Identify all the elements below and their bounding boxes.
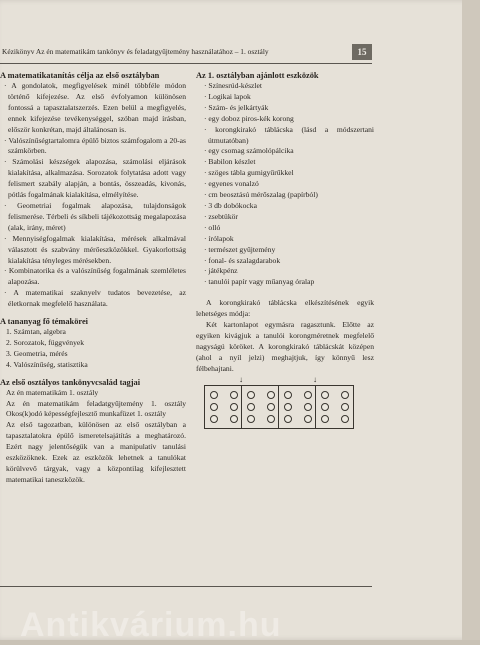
tool-item: · egy csomag számolópálcika — [204, 146, 294, 156]
board-hole — [230, 415, 238, 423]
tool-item: · játékpénz — [204, 266, 238, 276]
disc-board-diagram — [204, 374, 354, 429]
page-number: 15 — [352, 44, 372, 60]
board-hole — [210, 403, 218, 411]
header-rule — [0, 63, 372, 64]
tool-item: · természet gyűjtemény — [204, 244, 276, 254]
tool-item: · egyenes vonalzó — [204, 179, 259, 189]
goal-item: · Geometriai fogalmak alapozása, tulajdonságok felismerése. Térbeli és síkbeli tájékozottság megalapozása (alak, irány, méret) — [4, 200, 186, 232]
header-title: Kézikönyv Az én matematikám tankönyv és feladatgyűjtemény használatához – 1. osztály — [2, 47, 269, 56]
board-hole — [247, 415, 255, 423]
book-paragraph: Az első tagozatban, különösen az első osztályban a tapasztalatokra épülő ismeretelsajátítás a meghatározó. Ezért nagy jelentőségük van a manipulatív tanulási eszközöknek. Ezek az eszközök lehetnek a tanulókat körülvevő tárgyak, vagy a központilag kifejlesztett matematikai taneszközök. — [6, 420, 186, 484]
tool-item: · olló — [204, 222, 221, 232]
board-hole — [304, 391, 312, 399]
book-item: Az én matematikám 1. osztály — [6, 387, 99, 397]
board-hole — [341, 403, 349, 411]
goal-item: · Számolási készségek alapozása, számolási eljárások kialakítása, alkalmazása. Sorozatok folytatása adott vagy felismert szabály alapján, a bontás, összeadás, kivonás, pótlás fogalmának kialakítása, elmélyítése. — [4, 157, 186, 200]
board-hole — [341, 415, 349, 423]
board-hole — [284, 391, 292, 399]
board-hole — [284, 403, 292, 411]
section-title-topics: A tananyag fő témakörei — [0, 317, 89, 327]
board-hole — [321, 415, 329, 423]
section-title-tools: Az 1. osztályban ajánlott eszközök — [196, 71, 319, 80]
tool-item: · szöges tábla gumigyűrűkkel — [204, 168, 294, 178]
book-item: Az én matematikám feladatgyűjtemény 1. osztály Okos(k)odó képességfejlesztő munkafüzet 1. osztály — [6, 398, 186, 419]
fold-arrow-icon: ↓ — [239, 374, 243, 384]
tool-item: · Babilon készlet — [204, 157, 256, 167]
board-hole — [267, 415, 275, 423]
running-header — [0, 44, 460, 60]
board-intro: A korongkirakó táblácska elkészítésének egyik lehetséges módja: — [196, 298, 374, 319]
board-hole — [304, 403, 312, 411]
fold-arrow-icon: ↓ — [313, 374, 317, 384]
goal-item: · Mennyiségfogalmak kialakítása, mérések alkalmával választott és szabvány mérőeszközökkel. Gyakorlottság kialakítása tényleges mérésekben. — [4, 233, 186, 265]
board-hole — [304, 415, 312, 423]
tool-item: · tanulói papír vagy műanyag óralap — [204, 277, 315, 287]
topic-item: 1. Számtan, algebra — [6, 327, 66, 337]
left-column — [0, 70, 186, 486]
board-hole — [210, 391, 218, 399]
section-title-goals: A matematikatanítás célja az első osztályban — [0, 71, 160, 80]
board-hole — [210, 415, 218, 423]
tool-item: · írólapok — [204, 233, 234, 243]
tool-item: · Színesrúd-készlet — [204, 81, 262, 90]
board-hole — [267, 403, 275, 411]
board-hole — [247, 403, 255, 411]
tool-item: · Szám- és jelkártyák — [204, 102, 269, 112]
board-instructions: Két kartonlapot egymásra ragasztunk. Előtte az egyiken kivágjuk a tanulói korongméretnek megfelelő nagyságú köröket. A korongkirakó táblácskát középen (ahol a nyíl jelzi) meghajtjuk, így könnyű lesz félbehajtani. — [196, 320, 374, 373]
page-edge — [462, 0, 480, 640]
board-hole — [230, 403, 238, 411]
board-hole — [321, 391, 329, 399]
board-hole — [247, 391, 255, 399]
tool-item: · zsebtükör — [204, 211, 238, 221]
board-hole — [267, 391, 275, 399]
tool-item: · fonal- és szalagdarabok — [204, 255, 281, 265]
tool-item: · korongkirakó táblácska (lásd a módszertani útmutatóban) — [204, 124, 374, 145]
tool-item: · egy doboz piros-kék korong — [204, 113, 294, 123]
watermark-text: Antikvárium.hu — [20, 606, 282, 644]
board-hole — [284, 415, 292, 423]
topic-item: 3. Geometria, mérés — [6, 348, 68, 358]
topic-item: 2. Sorozatok, függvények — [6, 337, 85, 347]
board-hole — [321, 403, 329, 411]
footer-rule — [0, 586, 372, 587]
goal-item: · Valószínűségtartalomra épülő biztos számfogalom a 20-as számkörben. — [4, 135, 186, 156]
topic-item: 4. Valószínűség, statisztika — [6, 359, 88, 369]
tool-item: · 3 db dobókocka — [204, 200, 257, 210]
goal-item: · A matematikai szaknyelv tudatos bevezetése, az életkornak megfelelő használata. — [4, 288, 186, 309]
tool-item: · cm beosztású mérőszalag (papírból) — [204, 190, 318, 200]
board-hole — [341, 391, 349, 399]
right-column — [196, 70, 374, 429]
board-hole — [230, 391, 238, 399]
goal-item: · Kombinatorika és a valószínűség fogalmának szemléletes alapozása. — [4, 266, 186, 287]
goal-item: · A gondolatok, megfigyelések minél többféle módon történő kifejezése. Az első évfolyamon különösen fontossá a tapasztalatszerzés. Ezen belül a megfigyelés, ennek kifejezése tevékenységgel, szóban majd írásban, először konkrétan, majd általánosan is. — [4, 81, 186, 134]
section-title-books: Az első osztályos tankönyvcsalád tagjai — [0, 377, 141, 387]
tool-item: · Logikai lapok — [204, 91, 251, 101]
